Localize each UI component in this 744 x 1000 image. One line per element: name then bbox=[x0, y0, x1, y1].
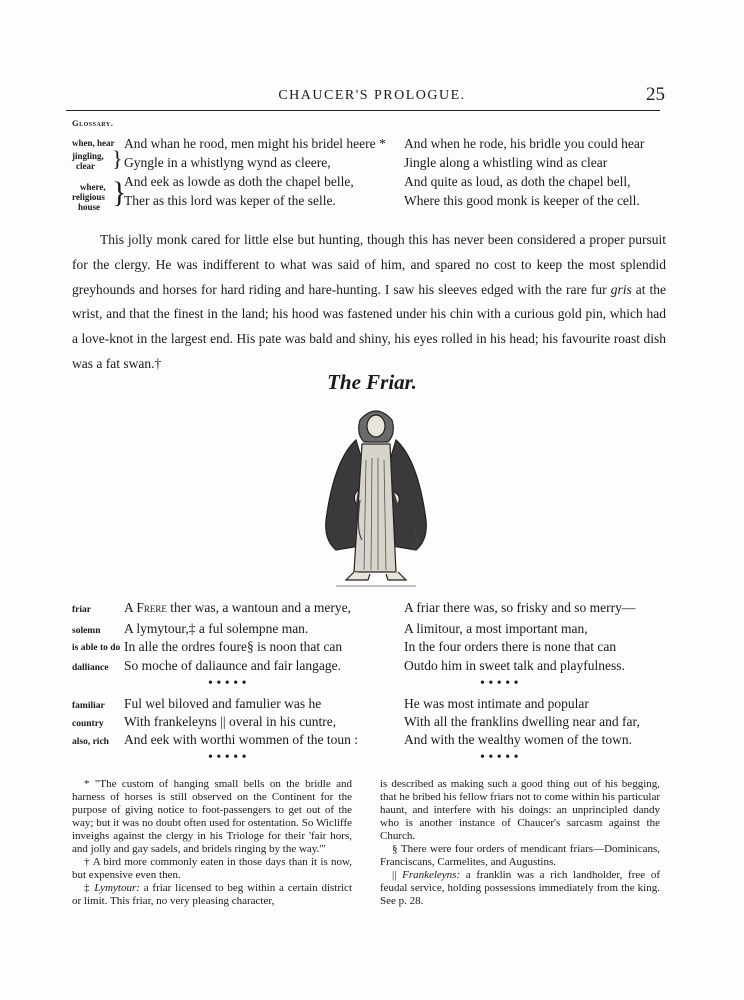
footnote bbox=[72, 856, 352, 882]
ellipsis-dots: • • • • • bbox=[480, 676, 519, 691]
verse-modern: Where this good monk is keeper of the cell. bbox=[404, 193, 640, 208]
verse-original: So moche of daliaunce and fair langage. bbox=[124, 658, 342, 673]
prose-text: This jolly monk cared for little else but hunting, though this has never been considered a proper pursuit for the clergy. He was indifferent to what was said of him, and spared no cost to keep the most splendid greyhounds and horses for hard riding and hare-hunting. I saw his sleeves edged with the rare fur bbox=[72, 232, 666, 297]
footnote-term: Frankeleyns: bbox=[402, 869, 461, 881]
ellipsis-dots: • • • • • bbox=[480, 750, 519, 765]
gloss-note: where, bbox=[80, 182, 106, 192]
gloss-brace: } bbox=[112, 176, 127, 209]
gloss-note: house bbox=[78, 202, 101, 212]
footnote-mark: † bbox=[84, 856, 93, 868]
footnote-term: Lymytour: bbox=[94, 882, 140, 894]
verse-modern: And with the wealthy women of the town. bbox=[404, 732, 632, 747]
footnote-text: A bird more commonly eaten in those days than it is now, but expensive even then. bbox=[72, 856, 352, 881]
verse-original: Ther as this lord was keper of the selle. bbox=[124, 193, 336, 208]
footnotes-right bbox=[380, 778, 660, 908]
footnote-text: is described as making such a good thing out of his begging, that he bribed his fellow friars not to come within his particular haunt, and interfere with his doings: an unprincipled dandy who is another instance of Chaucer's sarcasm against the Church. bbox=[380, 778, 660, 842]
prose-text-after: at the wrist, and that the finest in the land; his hood was fastened under his chin with a curious gold pin, which had a love-knot in the largest end. His pate was bald and shiny, his eyes rolled in his head; his favourite roast dish was a fat swan.† bbox=[72, 281, 666, 371]
prose-italic-word: gris bbox=[610, 281, 632, 297]
verse-original-rest: ther was, a wantoun and a merye, bbox=[166, 600, 351, 615]
gloss-note: jingling, bbox=[72, 151, 104, 161]
footnote bbox=[380, 778, 660, 843]
section-title: The Friar. bbox=[327, 370, 417, 394]
footnote bbox=[72, 778, 352, 856]
footnote bbox=[380, 869, 660, 908]
gloss-note: solemn bbox=[72, 626, 101, 636]
gloss-brace: } bbox=[112, 146, 123, 171]
verse-modern: Outdo him in sweet talk and playfulness. bbox=[404, 658, 625, 673]
friar-illustration bbox=[316, 400, 436, 590]
verse-original: And eek with worthi wommen of the toun : bbox=[124, 732, 358, 747]
verse-original: Gyngle in a whistlyng wynd as cleere, bbox=[124, 155, 331, 170]
gloss-note: also, rich bbox=[72, 737, 109, 747]
verse-original bbox=[124, 600, 351, 616]
footnote-text: "The custom of hanging small bells on the bridle and harness of horses is still observed on the Continent for the purpose of giving notice to foot-passengers to get out of the way; but it was no doubt often used for ostentation. So Wicliffe inveighs against the clergy in his Triologe for their 'fair hors, and jolly and gay sadels, and bridels ringing by the way.'" bbox=[72, 778, 353, 855]
verse-modern: He was most intimate and popular bbox=[404, 696, 589, 711]
verse-original: And eek as lowde as doth the chapel belle, bbox=[124, 174, 354, 189]
footnote-mark: || bbox=[392, 869, 403, 881]
footnote bbox=[380, 843, 660, 869]
footnote-text: a franklin was a rich landholder, free of feudal service, holding possessions immediately from the king. See p. 28. bbox=[380, 869, 660, 907]
running-title: CHAUCER'S PROLOGUE. bbox=[278, 88, 466, 103]
ellipsis-dots: • • • • • bbox=[208, 750, 247, 765]
page-number: 25 bbox=[646, 84, 665, 105]
gloss-note: friar bbox=[72, 605, 91, 615]
footnote bbox=[72, 882, 352, 908]
footnote-mark: ‡ bbox=[84, 882, 95, 894]
verse-original: With frankeleyns || overal in his cuntre, bbox=[124, 714, 337, 729]
gloss-note: dalliance bbox=[72, 663, 109, 673]
footnote-text: a friar licensed to beg within a certain district or limit. This friar, no very pleasing character, bbox=[72, 882, 352, 907]
verse-modern: And when he rode, his bridle you could hear bbox=[404, 136, 645, 151]
verse-original-smallcaps: Frere bbox=[136, 600, 167, 615]
prose-paragraph bbox=[72, 228, 666, 377]
verse-modern: A friar there was, so frisky and so merry— bbox=[404, 600, 636, 615]
verse-modern: And quite as loud, as doth the chapel bell, bbox=[404, 174, 631, 189]
footnote-text: There were four orders of mendicant friars—Dominicans, Franciscans, Carmelites, and Augustins. bbox=[380, 843, 660, 868]
gloss-note: religious bbox=[72, 192, 105, 202]
header-rule bbox=[66, 110, 660, 111]
footnotes-left bbox=[72, 778, 352, 908]
verse-modern: Jingle along a whistling wind as clear bbox=[404, 155, 608, 170]
verse-original-lead: A bbox=[124, 600, 137, 615]
gloss-note: familiar bbox=[72, 701, 105, 711]
glossary-heading: Glossary. bbox=[72, 118, 114, 128]
gloss-note: country bbox=[72, 719, 104, 729]
gloss-note: is able to do bbox=[72, 643, 121, 653]
verse-modern: With all the franklins dwelling near and far, bbox=[404, 714, 640, 729]
verse-original: In alle the ordres foure§ is noon that can bbox=[124, 639, 343, 654]
ellipsis-dots: • • • • • bbox=[208, 676, 247, 691]
verse-modern: In the four orders there is none that can bbox=[404, 639, 617, 654]
verse-original: Ful wel biloved and famulier was he bbox=[124, 696, 322, 711]
footnote-mark: * bbox=[84, 778, 95, 790]
verse-modern: A limitour, a most important man, bbox=[404, 621, 588, 636]
verse-original: A lymytour,‡ a ful solempne man. bbox=[124, 621, 309, 636]
gloss-note: when, hear bbox=[72, 138, 115, 148]
footnote-mark: § bbox=[392, 843, 401, 855]
verse-original: And whan he rood, men might his bridel heere * bbox=[124, 136, 386, 151]
gloss-note: clear bbox=[76, 161, 95, 171]
